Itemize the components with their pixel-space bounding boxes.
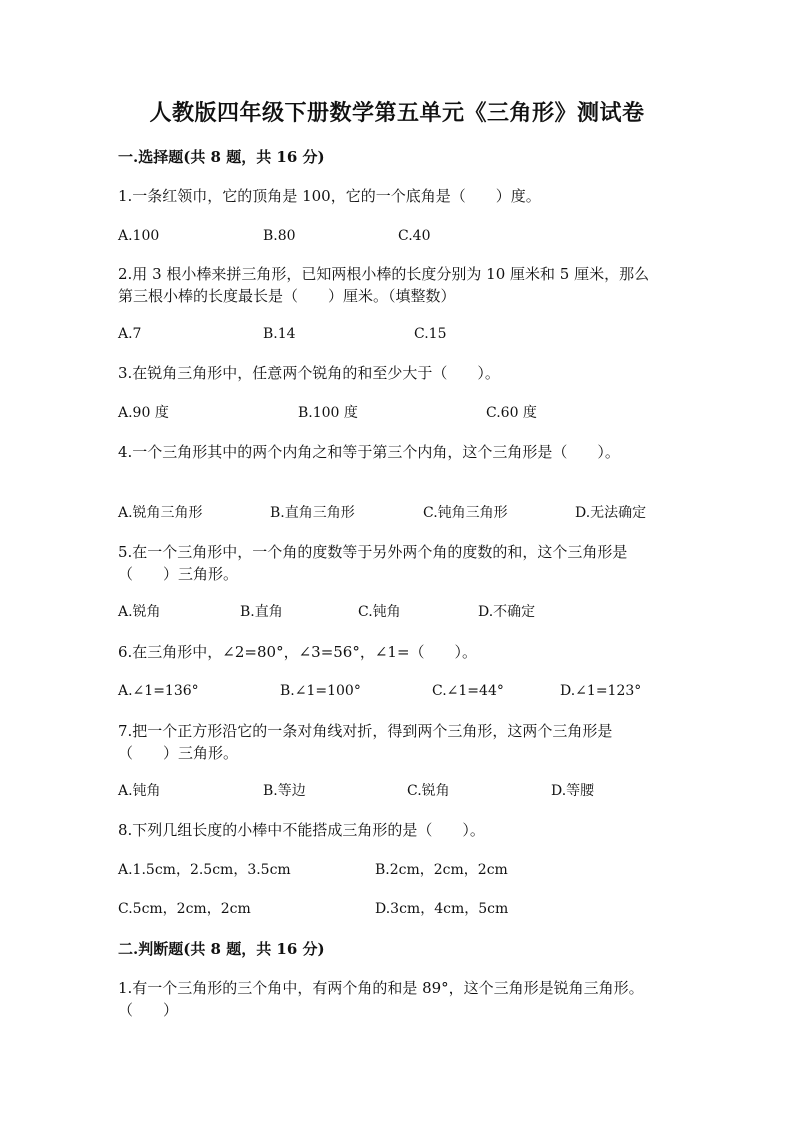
option-a: A.锐角 xyxy=(118,604,161,620)
question-text: 8.下列几组长度的小棒中不能搭成三角形的是（ ）。 xyxy=(118,821,485,839)
option-a: A.90 度 xyxy=(118,405,169,421)
question-6 xyxy=(118,641,688,663)
question-text: 6.在三角形中，∠2=80°，∠3=56°，∠1=（ ）。 xyxy=(118,643,478,661)
option-d: D.∠1=123° xyxy=(560,683,642,699)
option-b: B.∠1=100° xyxy=(280,683,361,699)
question-7 xyxy=(118,720,688,764)
page-title: 人教版四年级下册数学第五单元《三角形》测试卷 xyxy=(149,100,645,126)
option-c: C.60 度 xyxy=(486,405,537,421)
option-c: C.15 xyxy=(414,326,447,342)
option-b: B.2cm，2cm，2cm xyxy=(375,862,508,878)
question-text: 4.一个三角形其中的两个内角之和等于第三个内角，这个三角形是（ ）。 xyxy=(118,443,620,461)
option-d: D.无法确定 xyxy=(575,505,647,521)
question-3 xyxy=(118,362,688,384)
option-a: A.钝角 xyxy=(118,783,161,799)
option-d: D.不确定 xyxy=(478,604,536,620)
option-b: B.80 xyxy=(263,228,296,244)
question-text-line2: 第三根小棒的长度最长是（ ）厘米。（填整数） xyxy=(118,287,456,305)
question-1 xyxy=(118,185,688,207)
option-c: C.钝角三角形 xyxy=(423,505,508,521)
option-c: C.钝角 xyxy=(358,604,401,620)
option-c: C.∠1=44° xyxy=(432,683,504,699)
question-text-line1: 2.用 3 根小棒来拼三角形，已知两根小棒的长度分别为 10 厘米和 5 厘米，那么 xyxy=(118,265,650,283)
option-a: A.∠1=136° xyxy=(118,683,199,699)
option-d: D.等腰 xyxy=(551,783,595,799)
judge-question-1 xyxy=(118,977,698,1021)
option-a: A.锐角三角形 xyxy=(118,505,203,521)
question-2 xyxy=(118,263,688,307)
question-text-line1: 1.有一个三角形的三个角中，有两个角的和是 89°，这个三角形是锐角三角形。 xyxy=(118,979,644,997)
question-text-line2: （ ）三角形。 xyxy=(118,565,239,583)
option-a: A.7 xyxy=(118,326,142,342)
question-text-line1: 7.把一个正方形沿它的一条对角线对折，得到两个三角形，这两个三角形是 xyxy=(118,722,613,740)
question-8 xyxy=(118,819,688,841)
question-text: 1.一条红领巾，它的顶角是 100，它的一个底角是（ ）度。 xyxy=(118,187,541,205)
option-a: A.100 xyxy=(118,228,160,244)
question-text: 3.在锐角三角形中，任意两个锐角的和至少大于（ ）。 xyxy=(118,364,500,382)
question-text-line1: 5.在一个三角形中，一个角的度数等于另外两个角的度数的和，这个三角形是 xyxy=(118,543,628,561)
option-c: C.5cm，2cm，2cm xyxy=(118,901,251,917)
option-d: D.3cm，4cm，5cm xyxy=(375,901,509,917)
option-c: C.锐角 xyxy=(407,783,450,799)
option-b: B.直角三角形 xyxy=(270,505,355,521)
question-text-line2: （ ） xyxy=(118,1001,179,1019)
option-b: B.100 度 xyxy=(298,405,358,421)
option-a: A.1.5cm，2.5cm，3.5cm xyxy=(118,862,291,878)
option-c: C.40 xyxy=(398,228,431,244)
question-4 xyxy=(118,441,688,463)
section-heading-choice: 一.选择题(共 8 题，共 16 分) xyxy=(118,148,325,166)
question-5 xyxy=(118,541,688,585)
option-b: B.14 xyxy=(263,326,296,342)
question-text-line2: （ ）三角形。 xyxy=(118,744,239,762)
section-heading-judge: 二.判断题(共 8 题，共 16 分) xyxy=(118,940,325,958)
option-b: B.等边 xyxy=(263,783,306,799)
option-b: B.直角 xyxy=(240,604,283,620)
